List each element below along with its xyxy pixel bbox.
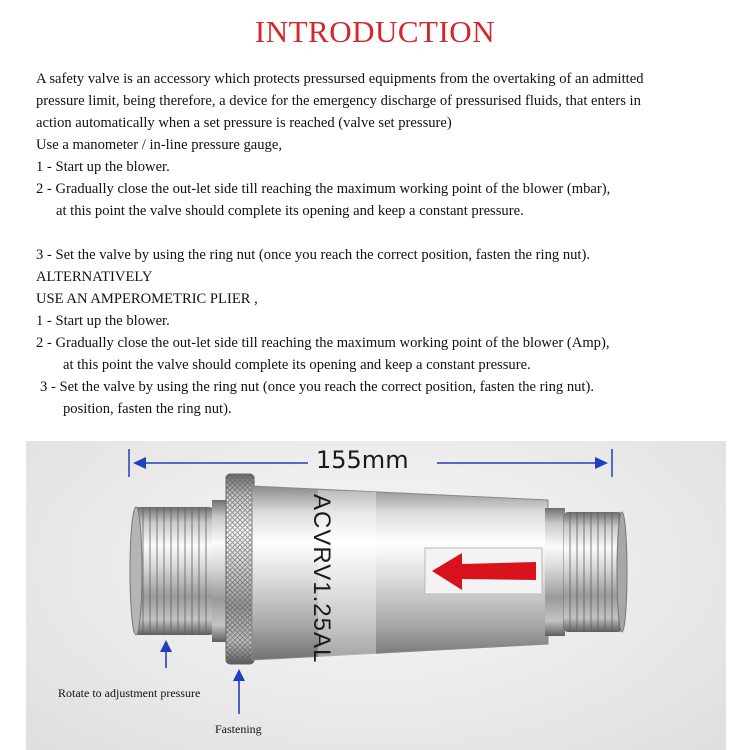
caption-fastening: Fastening: [215, 722, 262, 736]
method1-intro: Use a manometer / in-line pressure gauge,: [36, 137, 282, 153]
method2-step-3-cont: position, fasten the ring nut).: [63, 401, 232, 417]
right-thread: [545, 508, 627, 636]
method2-step-1: 1 - Start up the blower.: [36, 313, 170, 329]
body-marking: ACVRV1.25AL: [308, 494, 335, 664]
method2-step-2: 2 - Gradually close the out-let side till reaching the maximum working point of the blower (Amp),: [36, 335, 610, 351]
caption-rotate: Rotate to adjustment pressure: [58, 686, 201, 700]
method1-step-2-cont: at this point the valve should complete its opening and keep a constant pressure.: [56, 203, 524, 219]
ring-nut: [226, 474, 254, 664]
paragraph-line-3: action automatically when a set pressure is reached (valve set pressure): [36, 115, 452, 131]
flow-direction-arrow: [425, 548, 542, 594]
paragraph-line-1: A safety valve is an accessory which protects pressursed equipments from the overtaking of an admitted: [36, 71, 644, 87]
page-title: INTRODUCTION: [254, 14, 496, 49]
alternatively-heading: ALTERNATIVELY: [36, 269, 153, 285]
method1-step-2: 2 - Gradually close the out-let side till reaching the maximum working point of the blower (mbar),: [36, 181, 611, 197]
method2-step-2-cont: at this point the valve should complete its opening and keep a constant pressure.: [63, 357, 531, 373]
method1-step-3: 3 - Set the valve by using the ring nut (once you reach the correct position, fasten the ring nut).: [36, 247, 590, 263]
method1-step-1: 1 - Start up the blower.: [36, 159, 170, 175]
dimension-label: 155mm: [316, 446, 409, 474]
left-thread: [130, 507, 215, 635]
fastening-pointer-arrow: [233, 669, 245, 714]
method2-step-3: 3 - Set the valve by using the ring nut (once you reach the correct position, fasten the ring nut).: [40, 379, 594, 395]
method2-intro: USE AN AMPEROMETRIC PLIER ,: [36, 291, 258, 307]
rotate-pointer-arrow: [160, 640, 172, 668]
paragraph-line-2: pressure limit, being therefore, a device for the emergency discharge of pressurised fluids, that enters in: [36, 93, 641, 109]
